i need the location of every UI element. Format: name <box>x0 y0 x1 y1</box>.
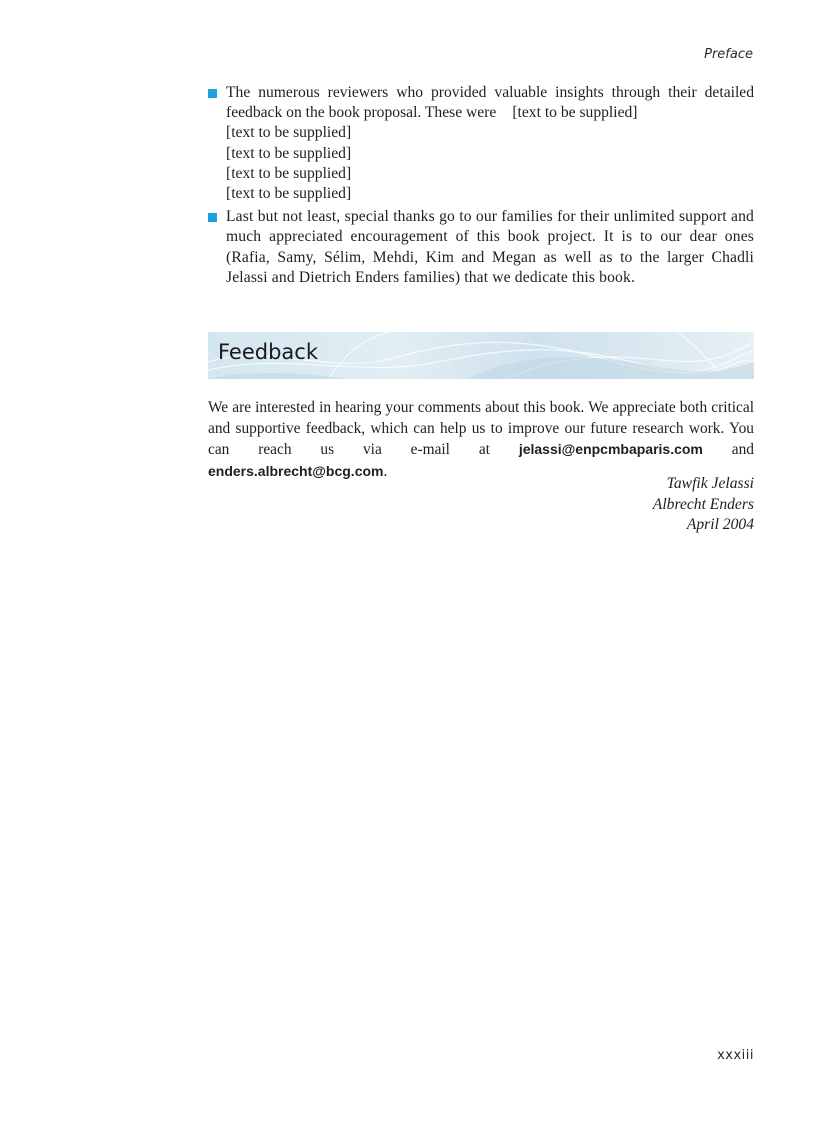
square-bullet-icon <box>208 89 217 98</box>
email-link-enders[interactable]: enders.albrecht@bcg.com <box>208 462 384 479</box>
page-number: xxxiii <box>717 1048 754 1063</box>
placeholder-text: [text to be supplied] <box>226 124 352 142</box>
reviewers-paragraph <box>226 83 754 123</box>
list-item-families <box>208 207 754 288</box>
placeholder-lines <box>226 123 754 204</box>
feedback-paragraph <box>208 398 754 482</box>
feedback-text: We are interested in hearing your comments about this book. We appreciate both critical and supportive feedback, which can help us to improve our future research work. You can reach us via e-mail at <box>208 399 754 458</box>
placeholder-text: [text to be supplied] <box>226 144 352 162</box>
author-name: Albrecht Enders <box>652 495 754 513</box>
feedback-banner <box>208 332 754 379</box>
running-head: Preface <box>704 47 753 62</box>
acknowledgement-list <box>208 83 754 291</box>
section-heading: Feedback <box>218 340 319 364</box>
list-item-reviewers <box>208 83 754 204</box>
signature-block <box>653 474 754 536</box>
reviewers-text: The numerous reviewers who provided valuable insights through their detailed feedback on the book proposal. These were <box>226 84 754 122</box>
placeholder-text: [text to be supplied] <box>226 164 352 182</box>
author-name: Tawfik Jelassi <box>666 475 754 492</box>
placeholder-text: [text to be supplied] <box>226 185 352 203</box>
period-text: . <box>383 462 388 480</box>
email-link-jelassi[interactable]: jelassi@enpcmbaparis.com <box>518 441 703 457</box>
placeholder-text: [text to be supplied] <box>512 104 638 122</box>
square-bullet-icon <box>208 213 217 222</box>
conjunction-text: and <box>702 441 754 458</box>
signature-date: April 2004 <box>686 516 754 533</box>
families-paragraph: Last but not least, special thanks go to our families for their unlimited support and much appreciated encouragement of this book project. It is to our dear ones (Rafia, Samy, Sélim, Mehdi, Kim and Megan as well as to the larger Chadli Jelassi and Dietrich Enders families) that we dedicate this book. <box>226 208 754 286</box>
